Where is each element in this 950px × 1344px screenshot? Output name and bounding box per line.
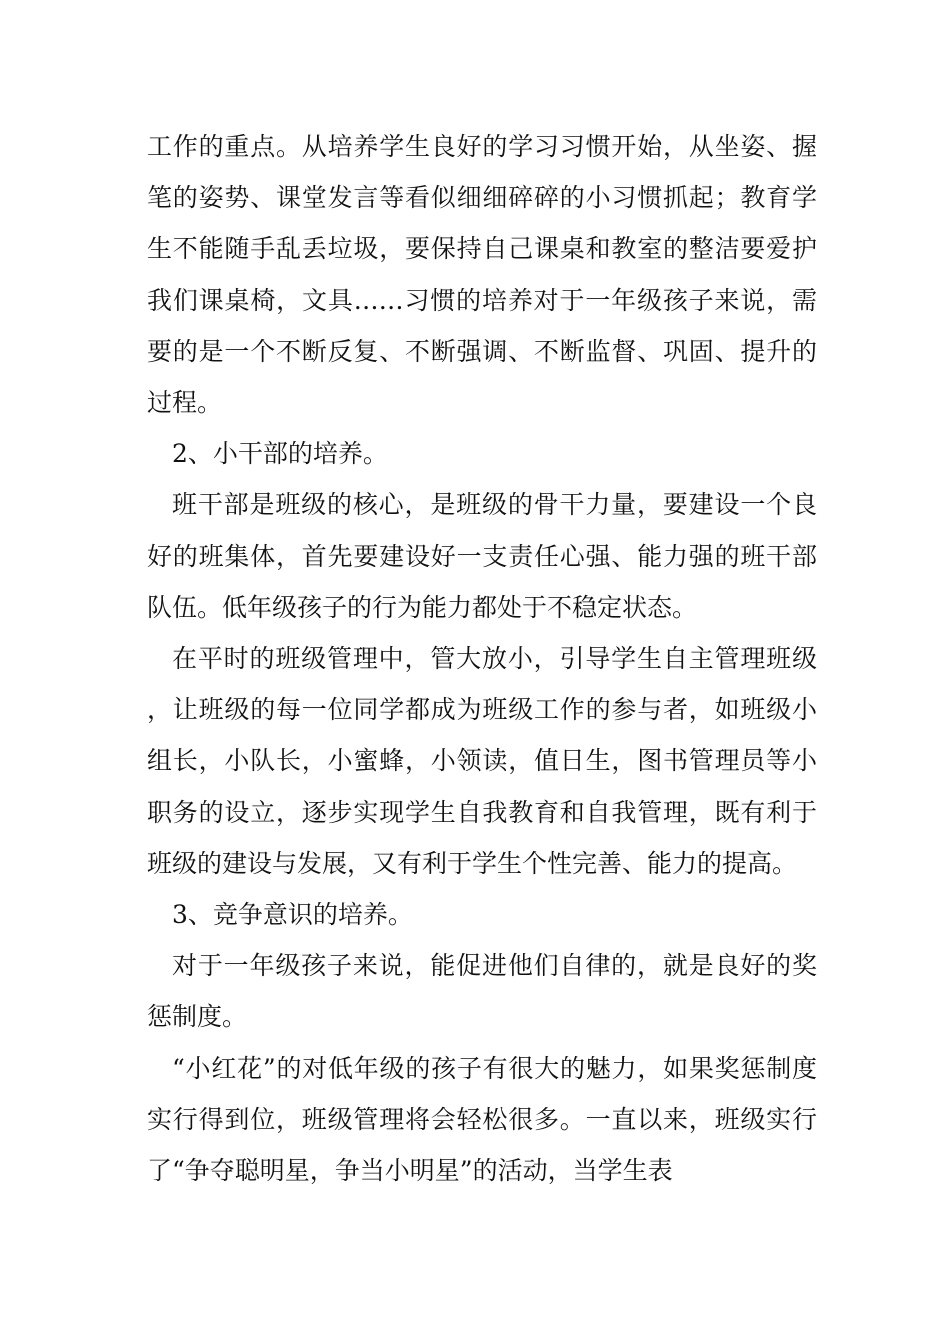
- paragraph-reward-system: 对于一年级孩子来说，能促进他们自律的，就是良好的奖惩制度。: [147, 951, 817, 1032]
- section-heading-cadre-training: 2、小干部的培养。: [172, 439, 388, 469]
- paragraph-class-management: 在平时的班级管理中，管大放小，引导学生自主管理班级，让班级的每一位同学都成为班级工作的参与者，如班级小组长，小队长，小蜜蜂，小领读，值日生，图书管理员等小职务的设立，逐步实现学生自我教育和自我管理，既有利于班级的建设与发展，又有利于学生个性完善、能力的提高。: [147, 644, 817, 878]
- section-heading-competition: 3、竞争意识的培养。: [172, 900, 413, 930]
- paragraph-red-flower: “小红花”的对低年级的孩子有很大的魅力，如果奖惩制度实行得到位，班级管理将会轻松很多。一直以来，班级实行了“争夺聪明星，争当小明星”的活动，当学生表: [147, 1053, 817, 1186]
- paragraph-habits-continued: 工作的重点。从培养学生良好的学习习惯开始，从坐姿、握笔的姿势、课堂发言等看似细细碎碎的小习惯抓起；教育学生不能随手乱丢垃圾，要保持自己课桌和教室的整洁要爱护我们课桌椅，文具……习惯的培养对于一年级孩子来说，需要的是一个不断反复、不断强调、不断监督、巩固、提升的过程。: [147, 132, 817, 418]
- paragraph-cadre-core: 班干部是班级的核心，是班级的骨干力量，要建设一个良好的班集体，首先要建设好一支责任心强、能力强的班干部队伍。低年级孩子的行为能力都处于不稳定状态。: [147, 490, 817, 622]
- document-body: [147, 121, 817, 1196]
